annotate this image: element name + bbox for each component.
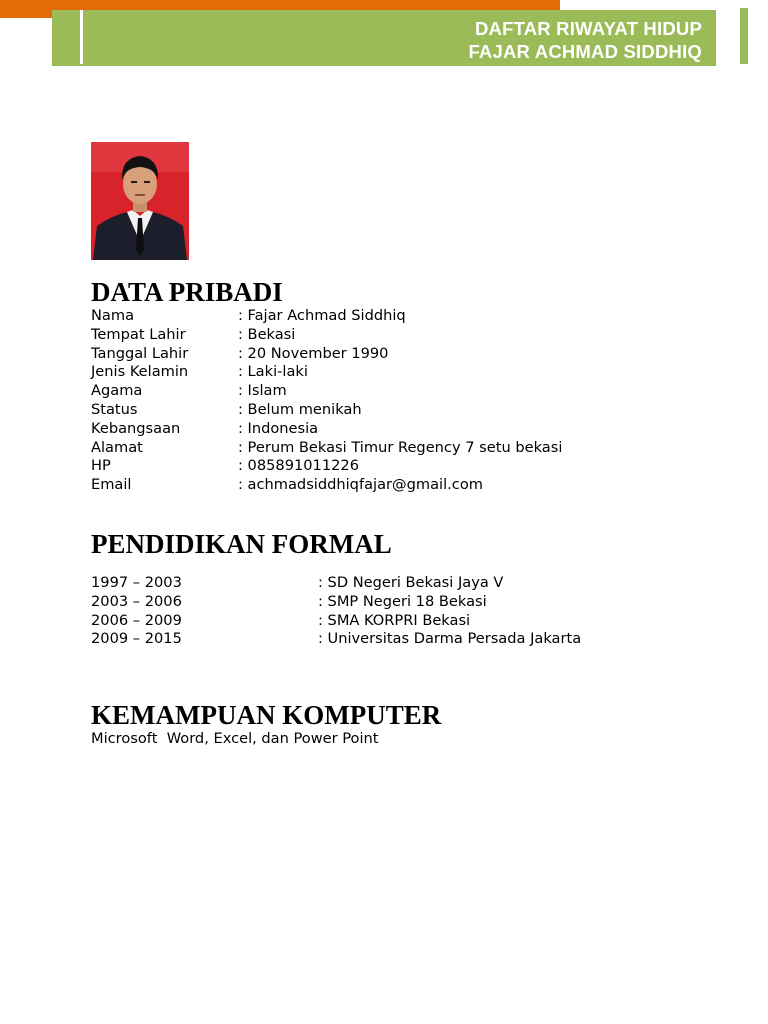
education-row bbox=[91, 612, 581, 631]
personal-data-value: : 20 November 1990 bbox=[238, 344, 389, 362]
personal-data-row bbox=[91, 439, 562, 458]
document-title-line1: DAFTAR RIWAYAT HIDUP bbox=[474, 18, 702, 39]
personal-data-value: : 085891011226 bbox=[238, 457, 359, 475]
header-right-bar bbox=[740, 8, 748, 64]
skills-text: Microsoft Word, Excel, dan Power Point bbox=[91, 730, 379, 747]
personal-data-label: Status bbox=[91, 400, 138, 418]
document-title-line2: FAJAR ACHMAD SIDDHIQ bbox=[468, 41, 702, 62]
personal-data-value: : Belum menikah bbox=[238, 400, 362, 418]
document-title bbox=[468, 17, 702, 63]
personal-data-list bbox=[91, 307, 562, 495]
education-value: : Universitas Darma Persada Jakarta bbox=[318, 630, 582, 648]
personal-data-value: : Fajar Achmad Siddhiq bbox=[238, 307, 406, 324]
education-label: 1997 – 2003 bbox=[91, 574, 182, 591]
personal-data-value: : achmadsiddhiqfajar@gmail.com bbox=[238, 476, 483, 494]
personal-data-row bbox=[91, 457, 562, 476]
personal-data-value: : Bekasi bbox=[238, 325, 296, 343]
personal-data-row bbox=[91, 401, 562, 420]
computer-skills-section bbox=[91, 700, 441, 749]
personal-data-label: HP bbox=[91, 457, 111, 475]
education-list bbox=[91, 574, 581, 649]
personal-data-row bbox=[91, 382, 562, 401]
education-value: : SMP Negeri 18 Bekasi bbox=[318, 592, 487, 610]
personal-data-section bbox=[91, 277, 562, 495]
header-divider-line bbox=[80, 10, 83, 64]
person-portrait-icon bbox=[91, 142, 189, 260]
personal-data-label: Tanggal Lahir bbox=[91, 344, 189, 362]
personal-data-label: Nama bbox=[91, 307, 135, 324]
personal-data-row bbox=[91, 420, 562, 439]
personal-data-row bbox=[91, 345, 562, 364]
personal-data-label: Alamat bbox=[91, 438, 143, 456]
personal-data-value: : Perum Bekasi Timur Regency 7 setu bekasi bbox=[238, 438, 563, 456]
personal-data-row bbox=[91, 476, 562, 495]
section-title-personal: DATA PRIBADI bbox=[91, 277, 283, 307]
education-row bbox=[91, 593, 581, 612]
personal-data-label: Kebangsaan bbox=[91, 419, 181, 437]
education-row bbox=[91, 574, 581, 593]
personal-data-label: Tempat Lahir bbox=[91, 325, 186, 343]
personal-data-row bbox=[91, 363, 562, 382]
education-section bbox=[91, 529, 581, 649]
personal-data-label: Email bbox=[91, 476, 132, 494]
education-value: : SMA KORPRI Bekasi bbox=[318, 611, 471, 629]
personal-data-value: : Indonesia bbox=[238, 419, 319, 437]
education-label: 2009 – 2015 bbox=[91, 630, 182, 648]
personal-data-row bbox=[91, 326, 562, 345]
section-title-skills: KEMAMPUAN KOMPUTER bbox=[91, 700, 442, 730]
personal-data-label: Jenis Kelamin bbox=[91, 363, 189, 381]
education-value: : SD Negeri Bekasi Jaya V bbox=[318, 574, 504, 591]
section-title-education: PENDIDIKAN FORMAL bbox=[91, 529, 392, 559]
personal-data-value: : Islam bbox=[238, 382, 287, 400]
education-label: 2003 – 2006 bbox=[91, 592, 182, 610]
education-row bbox=[91, 630, 581, 649]
personal-data-value: : Laki-laki bbox=[238, 363, 308, 381]
profile-photo bbox=[91, 142, 189, 260]
education-label: 2006 – 2009 bbox=[91, 611, 182, 629]
personal-data-label: Agama bbox=[91, 382, 143, 400]
personal-data-row bbox=[91, 307, 562, 326]
